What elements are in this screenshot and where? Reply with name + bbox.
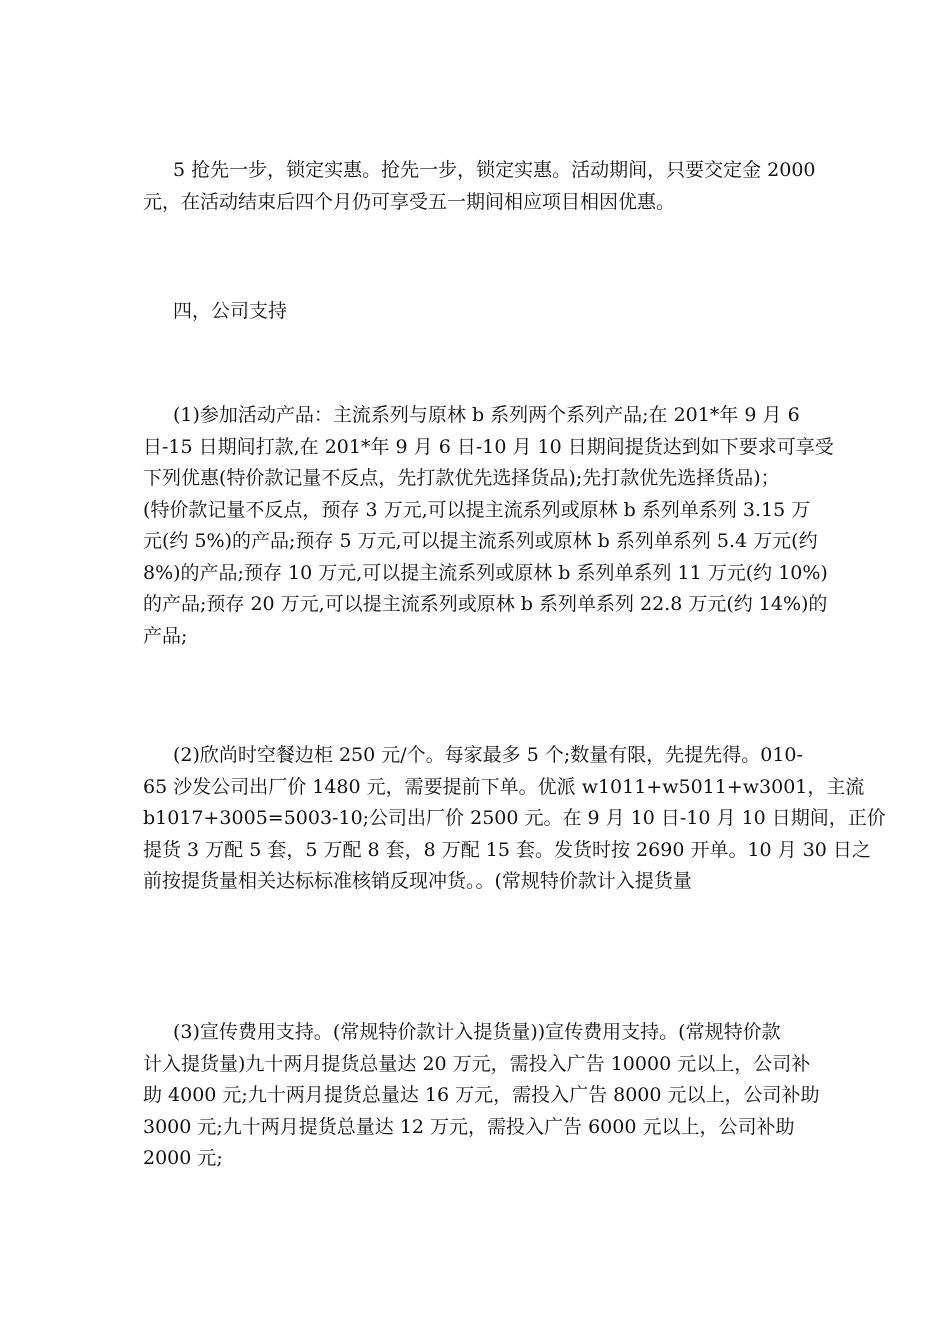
text-line: 日-15 日期间打款,在 201*年 9 月 6 日-10 月 10 日期间提货达到如下要求可享受 — [143, 435, 834, 458]
text-line: 5 抢先一步，锁定实惠。抢先一步，锁定实惠。活动期间，只要交定金 2000 — [173, 159, 816, 181]
paragraph-advertising-support — [143, 1017, 823, 1175]
paragraph-gift-offer — [143, 740, 886, 898]
text-line: 前按提货量相关达标标准核销反现冲货。。(常规特价款计入提货量 — [143, 870, 692, 892]
text-line: b1017+3005=5003-10;公司出厂价 2500 元。在 9 月 10 日-10 月 10 日期间，正价 — [143, 807, 886, 829]
text-line: 助 4000 元;九十两月提货总量达 16 万元，需投入广告 8000 元以上，公司补助 — [143, 1084, 820, 1106]
section-heading-company-support — [143, 296, 823, 328]
text-line: 产品; — [143, 624, 188, 647]
text-line: (2)欣尚时空餐边柜 250 元/个。每家最多 5 个;数量有限，先提先得。010- — [173, 744, 803, 766]
text-line: (1)参加活动产品：主流系列与原林 b 系列两个系列产品;在 201*年 9 月 6 — [173, 404, 800, 426]
text-line: 元，在活动结束后四个月仍可享受五一期间相应项目相因优惠。 — [143, 190, 676, 213]
paragraph-early-bird — [143, 155, 823, 218]
text-line: 8%)的产品;预存 10 万元,可以提主流系列或原林 b 系列单系列 11 万元(约 10%) — [143, 561, 828, 584]
text-line: 计入提货量)九十两月提货总量达 20 万元，需投入广告 10000 元以上，公司补 — [143, 1052, 811, 1075]
text-line: (特价款记量不反点，预存 3 万元,可以提主流系列或原林 b 系列单系列 3.15 万 — [143, 498, 811, 521]
text-line: (3)宣传费用支持。(常规特价款计入提货量))宣传费用支持。(常规特价款 — [173, 1021, 781, 1043]
text-line: 65 沙发公司出厂价 1480 元，需要提前下单。优派 w1011+w5011+w3001，主流 — [143, 775, 865, 798]
paragraph-activity-products — [143, 400, 834, 652]
text-line: 的产品;预存 20 万元,可以提主流系列或原林 b 系列单系列 22.8 万元(约 14%)的 — [143, 593, 828, 615]
text-line: 下列优惠(特价款记量不反点，先打款优先选择货品);先打款优先选择货品)； — [143, 467, 780, 489]
text-line: 元(约 5%)的产品;预存 5 万元,可以提主流系列或原林 b 系列单系列 5.4 万元(约 — [143, 530, 818, 552]
text-line: 2000 元; — [143, 1147, 223, 1169]
text-line: 3000 元;九十两月提货总量达 12 万元，需投入广告 6000 元以上，公司补助 — [143, 1115, 795, 1138]
text-line: 提货 3 万配 5 套，5 万配 8 套，8 万配 15 套。发货时按 2690 开单。10 月 30 日之 — [143, 838, 871, 861]
heading-text: 四，公司支持 — [173, 300, 288, 322]
